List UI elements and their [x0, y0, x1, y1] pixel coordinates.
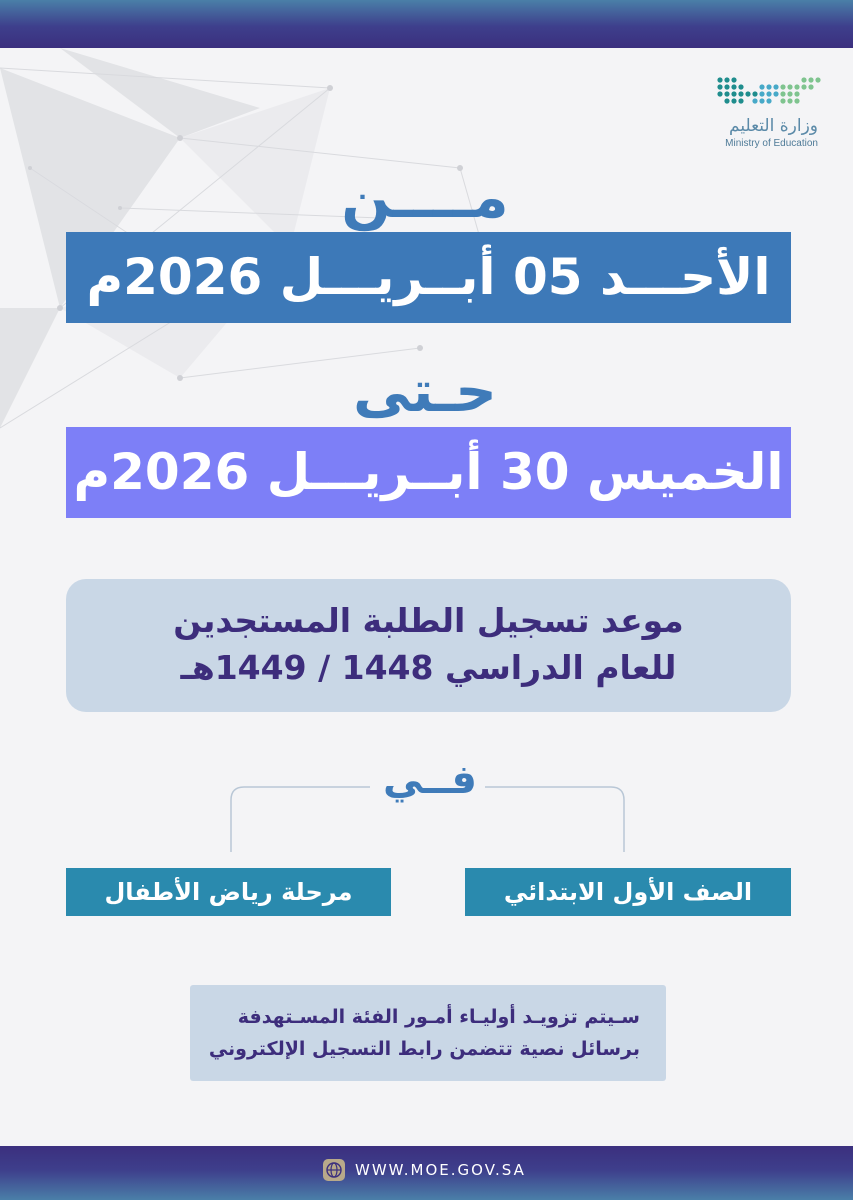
ministry-logo: [712, 72, 822, 156]
in-heading: فــي: [382, 757, 477, 803]
registration-academic-year: للعام الدراسي 1448 / 1449هـ: [180, 648, 677, 687]
note-line-1: سـيتم تزويـد أوليـاء أمـور الفئة المسـتهدفة: [237, 1006, 640, 1028]
registration-box: [66, 579, 791, 712]
stage-kindergarten: مرحلة رياض الأطفال: [66, 868, 391, 916]
logo-arabic-name: وزارة التعليم: [729, 116, 818, 136]
end-date-band: الخميس 30 أبــريـــل 2026م: [66, 427, 791, 518]
registration-title: موعد تسجيل الطلبة المستجدين: [173, 601, 684, 640]
until-heading: حـتى: [353, 357, 497, 425]
top-banner: [0, 0, 853, 48]
footer-website-link[interactable]: WWW.MOE.GOV.SA: [355, 1161, 526, 1179]
start-date-band: الأحـــد 05 أبــريـــل 2026م: [66, 232, 791, 323]
logo-english-name: Ministry of Education: [725, 138, 818, 149]
stage-first-grade: الصف الأول الابتدائي: [465, 868, 791, 916]
note-line-2: برسائل نصية تتضمن رابط التسجيل الإلكتروني: [208, 1038, 640, 1060]
sms-note-box: [190, 985, 666, 1081]
from-heading: مــــن: [341, 163, 509, 231]
logo-dots-icon: [712, 72, 822, 108]
globe-icon: [323, 1159, 345, 1181]
